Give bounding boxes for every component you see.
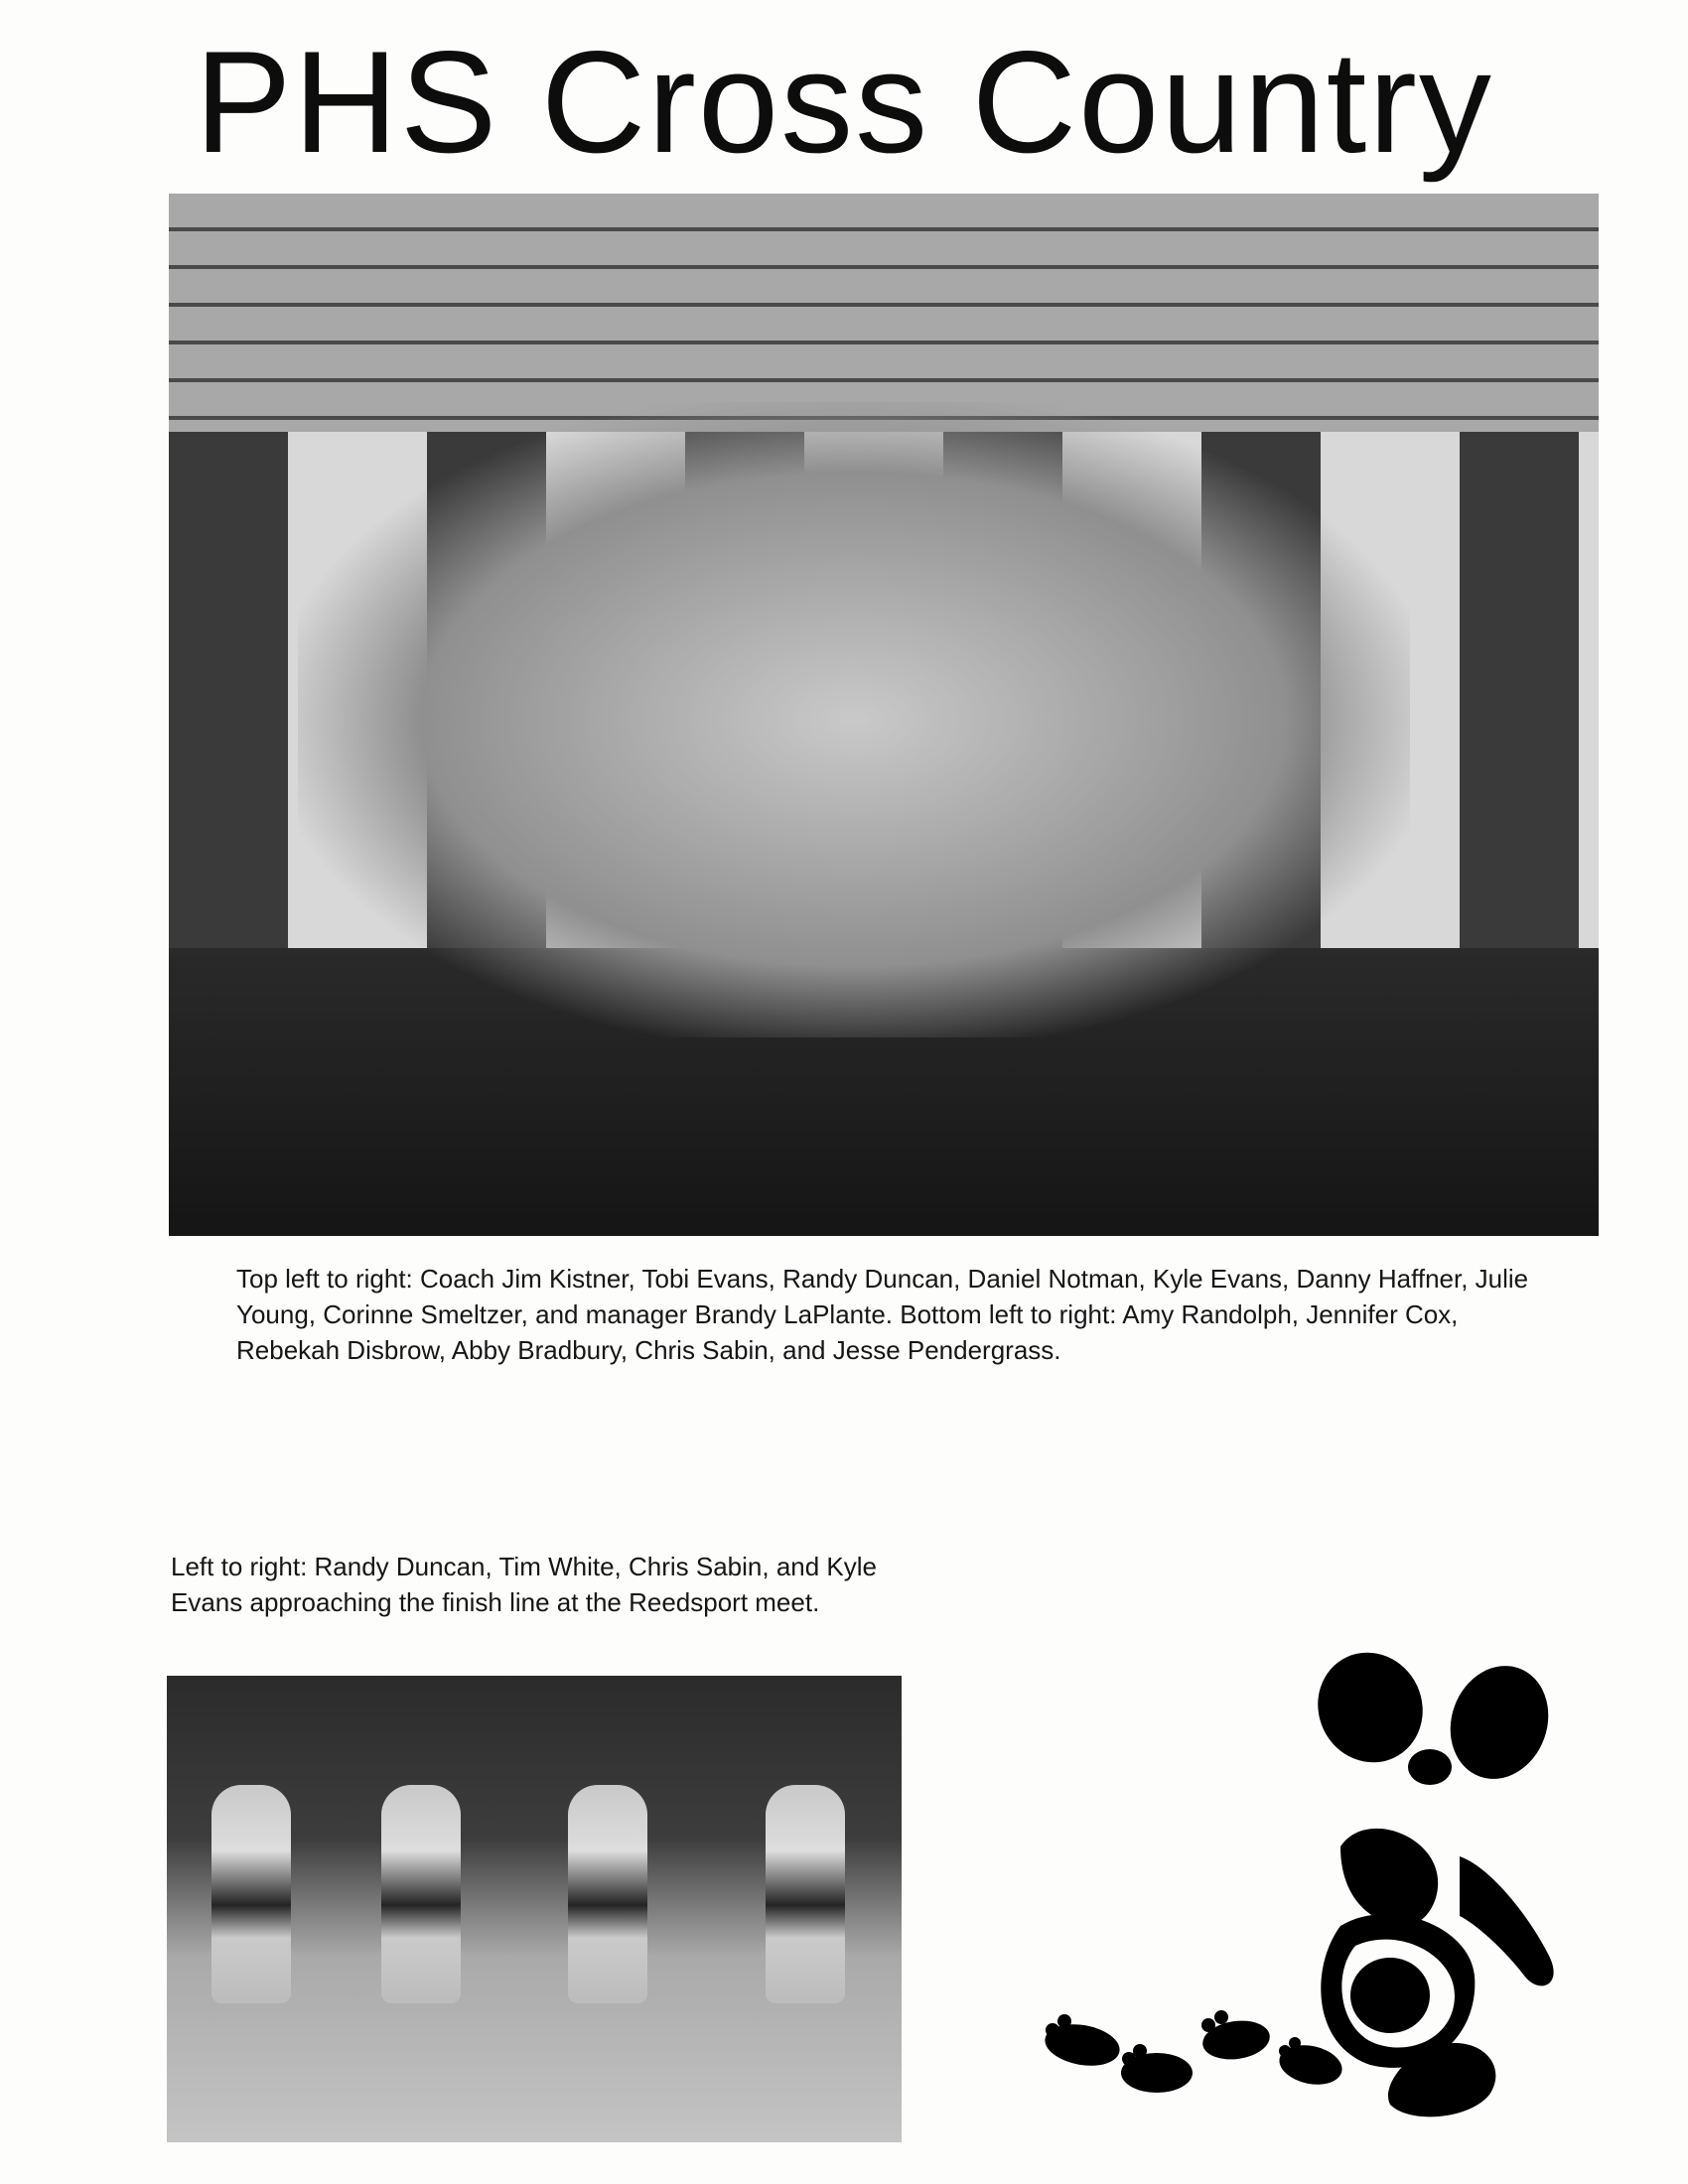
- runner-figure: [766, 1785, 845, 2003]
- gym-wall: [169, 194, 1599, 432]
- runners-photo-caption: Left to right: Randy Duncan, Tim White, Chris Sabin, and Kyle Evans approaching the finish line at the Reedsport meet.: [171, 1552, 878, 1617]
- runner-figure: [381, 1785, 461, 2003]
- runner-frame: [167, 1676, 339, 2142]
- runner-frame: [506, 1676, 712, 2142]
- runner-frame: [336, 1676, 509, 2142]
- team-photo: [169, 194, 1599, 1236]
- team-photo-caption: Top left to right: Coach Jim Kistner, Tobi Evans, Randy Duncan, Daniel Notman, Kyle Evans, Danny Haffner, Julie Young, Corinne Smeltzer, and manager Brandy LaPlante. Bottom left to right: Amy Randolph, Jennifer Cox, Rebekah Disbrow, Abby Bradbury, Chris Sabin, and Jesse Pendergrass.: [236, 1264, 1529, 1365]
- runner-figure: [211, 1785, 291, 2003]
- runners-photo-strip: [167, 1676, 902, 2142]
- runner-figure: [568, 1785, 647, 2003]
- panda-footprints-icon: [1013, 1628, 1599, 2154]
- page-title: PHS Cross Country: [195, 21, 1493, 183]
- runner-frame: [709, 1676, 902, 2142]
- team-group: [298, 402, 1410, 1037]
